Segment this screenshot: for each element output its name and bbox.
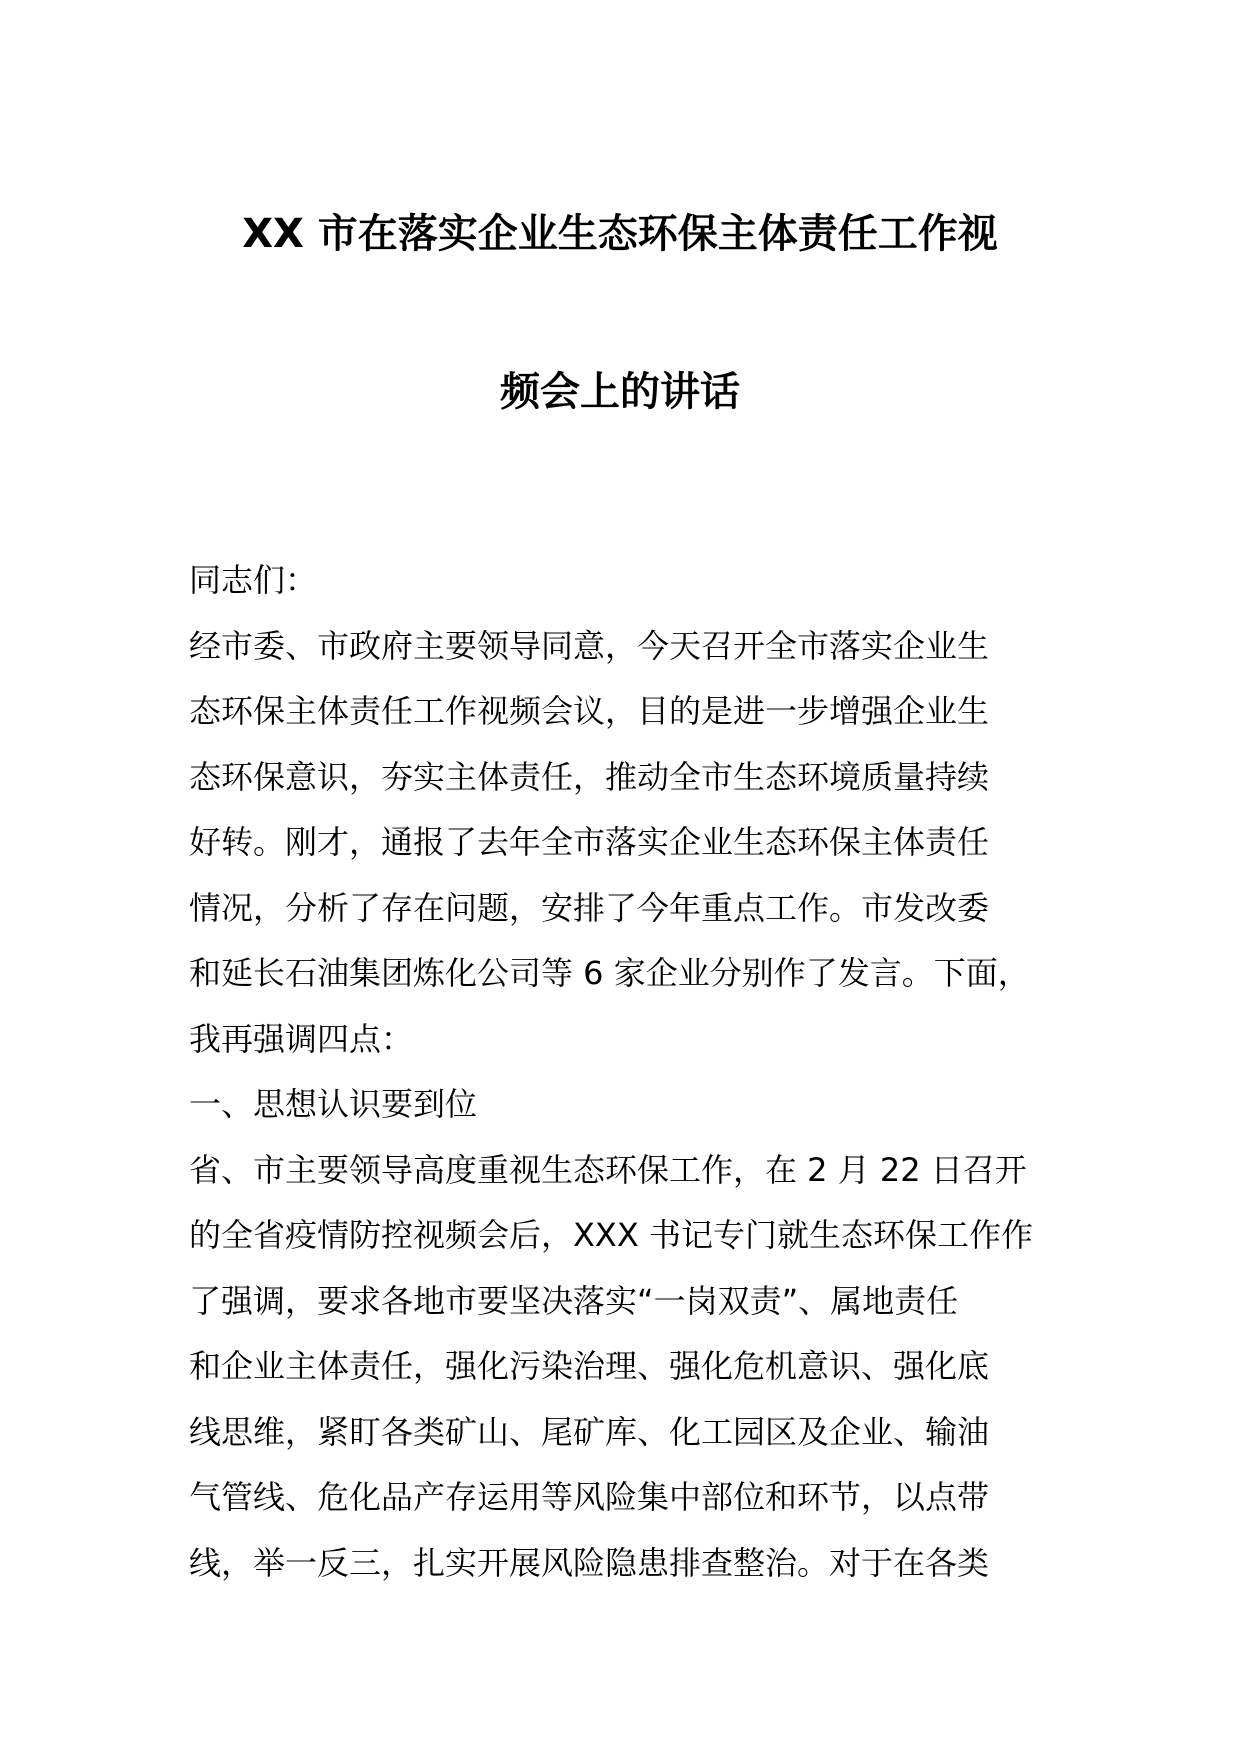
body-line: 线，举一反三，扎实开展风险隐患排查整治。对于在各类 (189, 1543, 990, 1582)
body-line: 和延长石油集团炼化公司等 6 家企业分别作了发言。下面， (189, 954, 1030, 992)
document-title-line-1: XX 市在落实企业生态环保主体责任工作视 (242, 211, 998, 257)
body-line: 线思维，紧盯各类矿山、尾矿库、化工园区及企业、输油 (189, 1412, 990, 1451)
document-body (189, 548, 1069, 1596)
document-title-line-2: 频会上的讲话 (500, 369, 740, 415)
body-line: 和企业主体责任，强化污染治理、强化危机意识、强化底 (189, 1347, 990, 1385)
body-line: 我再强调四点： (189, 1019, 414, 1058)
body-line: 态环保主体责任工作视频会议，目的是进一步增强企业生 (189, 692, 990, 730)
body-line: 好转。刚才，通报了去年全市落实企业生态环保主体责任 (189, 823, 990, 861)
body-line: 的全省疫情防控视频会后，XXX 书记专门就生态环保工作作 (189, 1216, 1033, 1254)
body-line: 了强调，要求各地市要坚决落实“一岗双责”、属地责任 (189, 1281, 959, 1320)
body-line: 情况，分析了存在问题，安排了今年重点工作。市发改委 (189, 888, 990, 927)
body-line: 态环保意识，夯实主体责任，推动全市生态环境质量持续 (189, 757, 990, 796)
salutation: 同志们： (189, 561, 318, 599)
section-heading: 一、思想认识要到位 (189, 1085, 478, 1123)
body-line: 气管线、危化品产存运用等风险集中部位和环节，以点带 (189, 1478, 990, 1516)
body-line: 省、市主要领导高度重视生态环保工作，在 2 月 22 日召开 (189, 1150, 1027, 1189)
body-line: 经市委、市政府主要领导同意，今天召开全市落实企业生 (189, 626, 990, 665)
